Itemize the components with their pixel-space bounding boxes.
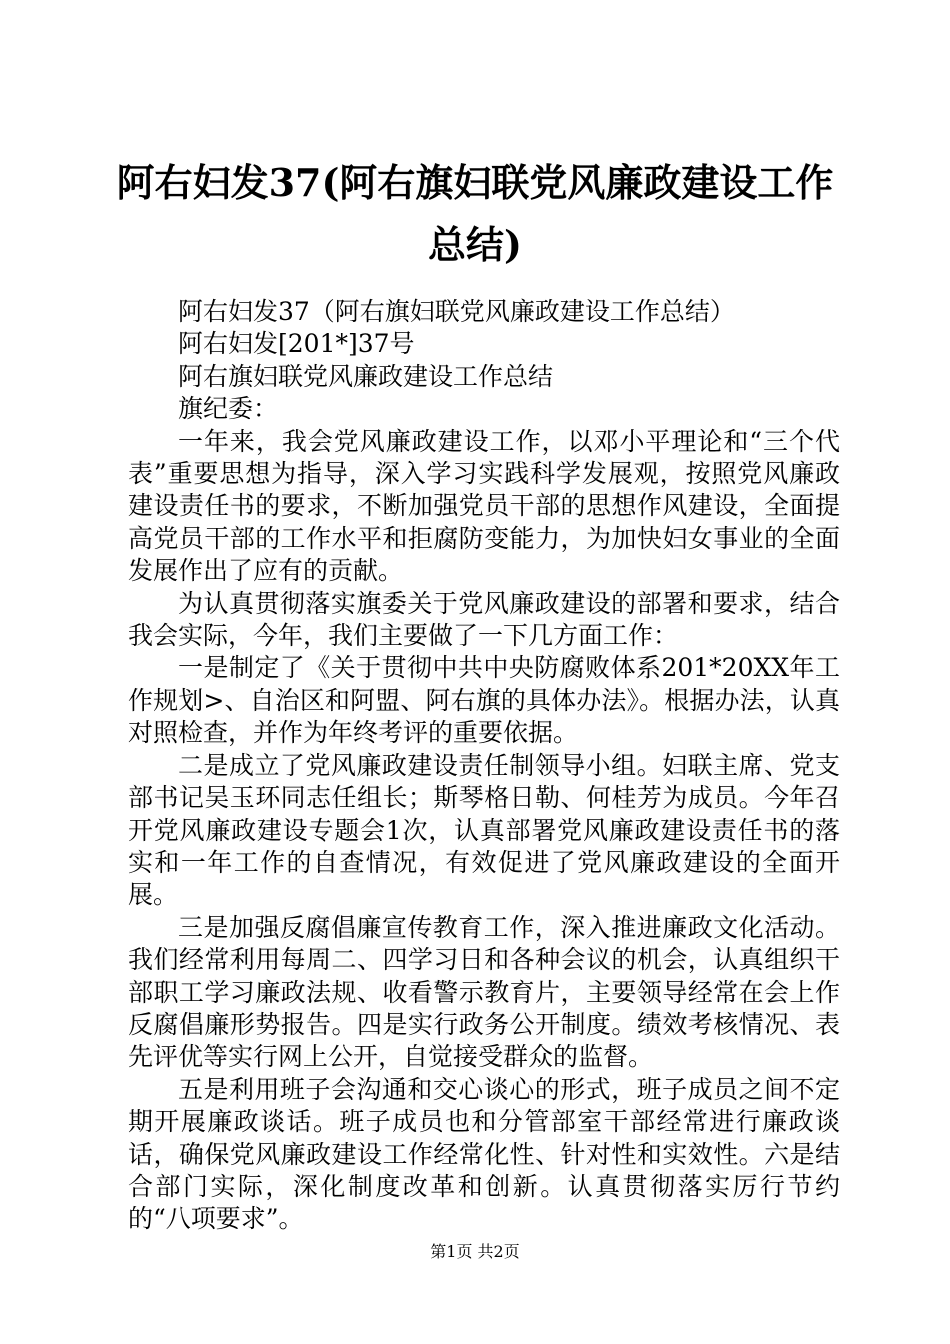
header-line-recipient: 旗纪委： [178, 394, 279, 424]
page-footer: 第1页 共2页 [430, 1242, 520, 1261]
paragraph-item-two: 二是成立了党风廉政建设责任制领导小组。妇联主席、党支部书记吴玉环同志任组长；斯琴格日勒、何桂芳为成员。今年召开党风廉政建设专题会1次，认真部署党风廉政建设责任书的落实和一年工作的自查情况，有效促进了党风廉政建设的全面开展。 [128, 750, 840, 910]
header-line-doc-ref-title: 阿右妇发37（阿右旗妇联党风廉政建设工作总结） [178, 297, 735, 326]
paragraph-item-three-four: 三是加强反腐倡廉宣传教育工作，深入推进廉政文化活动。我们经常利用每周二、四学习日和各种会议的机会，认真组织干部职工学习廉政法规、收看警示教育片，主要领导经常在会上作反腐倡廉形势报告。四是实行政务公开制度。绩效考核情况、表先评优等实行网上公开，自觉接受群众的监督。 [128, 912, 840, 1072]
document-title: 阿右妇发37(阿右旗妇联党风廉政建设工作总结) [116, 160, 834, 267]
paragraph-item-one: 一是制定了《关于贯彻中共中央防腐败体系201*20XX年工作规划>、自治区和阿盟、阿右旗的具体办法》。根据办法，认真对照检查，并作为年终考评的重要依据。 [128, 653, 840, 748]
paragraph-intro: 一年来，我会党风廉政建设工作，以邓小平理论和“三个代表”重要思想为指导，深入学习实践科学发展观，按照党风廉政建设责任书的要求，不断加强党员干部的思想作风建设，全面提高党员干部的工作水平和拒腐防变能力，为加快妇女事业的全面发展作出了应有的贡献。 [128, 426, 840, 586]
header-line-subject: 阿右旗妇联党风廉政建设工作总结 [178, 361, 554, 391]
header-line-doc-number: 阿右妇发[201*]37号 [178, 329, 415, 359]
paragraph-overview: 为认真贯彻落实旗委关于党风廉政建设的部署和要求，结合我会实际，今年，我们主要做了一下几方面工作： [128, 588, 840, 651]
paragraph-item-five-six: 五是利用班子会沟通和交心谈心的形式，班子成员之间不定期开展廉政谈话。班子成员也和分管部室干部经常进行廉政谈话，确保党风廉政建设工作经常化性、针对性和实效性。六是结合部门实际，深化制度改革和创新。认真贯彻落实厉行节约的“八项要求”。 [128, 1074, 840, 1234]
document-body [128, 296, 840, 1236]
